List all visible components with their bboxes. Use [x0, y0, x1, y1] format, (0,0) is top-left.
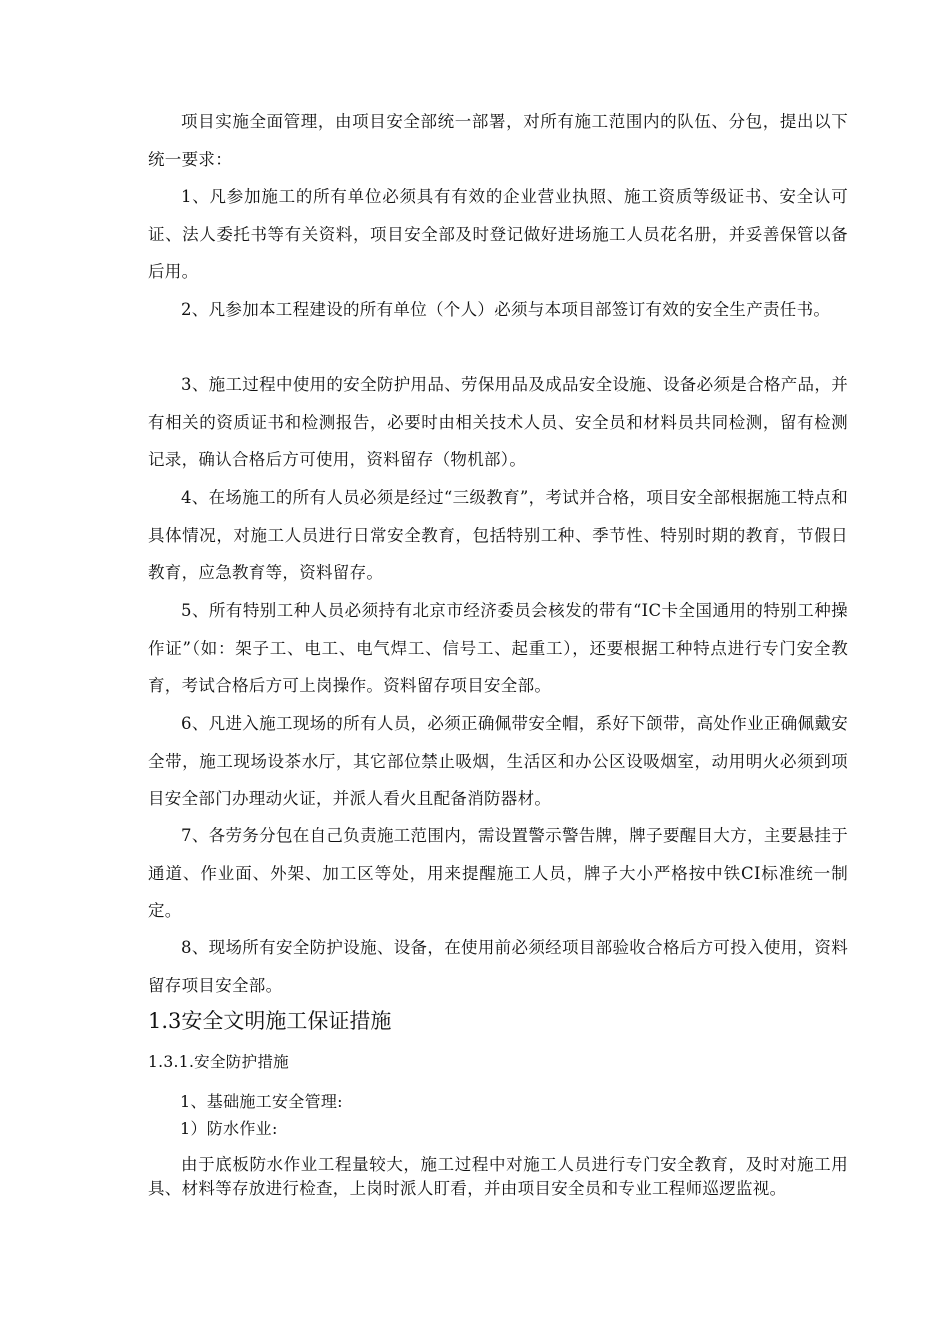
requirement-paragraph-5: 5、所有特别工种人员必须持有北京市经济委员会核发的带有“IC卡全国通用的特别工种操作证”（如：架子工、电工、电气焊工、信号工、起重工），还要根据工种特点进行专门安全教育，考试合格后方可上岗操作。资料留存项目安全部。	[148, 601, 848, 696]
requirement-paragraph-1: 1、凡参加施工的所有单位必须具有有效的企业营业执照、施工资质等级证书、安全认可证、法人委托书等有关资料，项目安全部及时登记做好进场施工人员花名册，并妥善保管以备后用。	[148, 187, 848, 282]
requirement-paragraph-4: 4、在场施工的所有人员必须是经过“三级教育”，考试并合格，项目安全部根据施工特点和具体情况，对施工人员进行日常安全教育，包括特别工种、季节性、特别时期的教育，节假日教育，应急教育等，资料留存。	[148, 488, 848, 583]
waterproofing-paragraph: 由于底板防水作业工程量较大，施工过程中对施工人员进行专门安全教育，及时对施工用具、材料等存放进行检查，上岗时派人盯看，并由项目安全员和专业工程师巡逻监视。	[148, 1155, 848, 1198]
subsection-heading: 1.3.1.安全防护措施	[148, 1053, 289, 1071]
list-item-waterproofing: 1）防水作业:	[180, 1119, 278, 1138]
requirement-paragraph-7: 7、各劳务分包在自己负责施工范围内，需设置警示警告牌，牌子要醒目大方，主要悬挂于通道、作业面、外架、加工区等处，用来提醒施工人员，牌子大小严格按中铁CI标准统一制定。	[148, 826, 848, 921]
list-item-foundation-safety: 1、基础施工安全管理:	[180, 1092, 343, 1111]
intro-paragraph: 项目实施全面管理，由项目安全部统一部署，对所有施工范围内的队伍、分包，提出以下统一要求：	[148, 112, 848, 169]
requirement-paragraph-6: 6、凡进入施工现场的所有人员，必须正确佩带安全帽，系好下颌带，高处作业正确佩戴安全带，施工现场设茶水厅，其它部位禁止吸烟，生活区和办公区设吸烟室，动用明火必须到项目安全部门办理动火证，并派人看火且配备消防器材。	[148, 714, 848, 809]
requirement-paragraph-2: 2、凡参加本工程建设的所有单位（个人）必须与本项目部签订有效的安全生产责任书。	[181, 300, 831, 319]
section-heading: 1.3安全文明施工保证措施	[148, 1009, 392, 1033]
requirement-paragraph-3: 3、施工过程中使用的安全防护用品、劳保用品及成品安全设施、设备必须是合格产品，并有相关的资质证书和检测报告，必要时由相关技术人员、安全员和材料员共同检测，留有检测记录，确认合格后方可使用，资料留存（物机部）。	[148, 375, 848, 470]
requirement-paragraph-8: 8、现场所有安全防护设施、设备，在使用前必须经项目部验收合格后方可投入使用，资料留存项目安全部。	[148, 938, 848, 995]
